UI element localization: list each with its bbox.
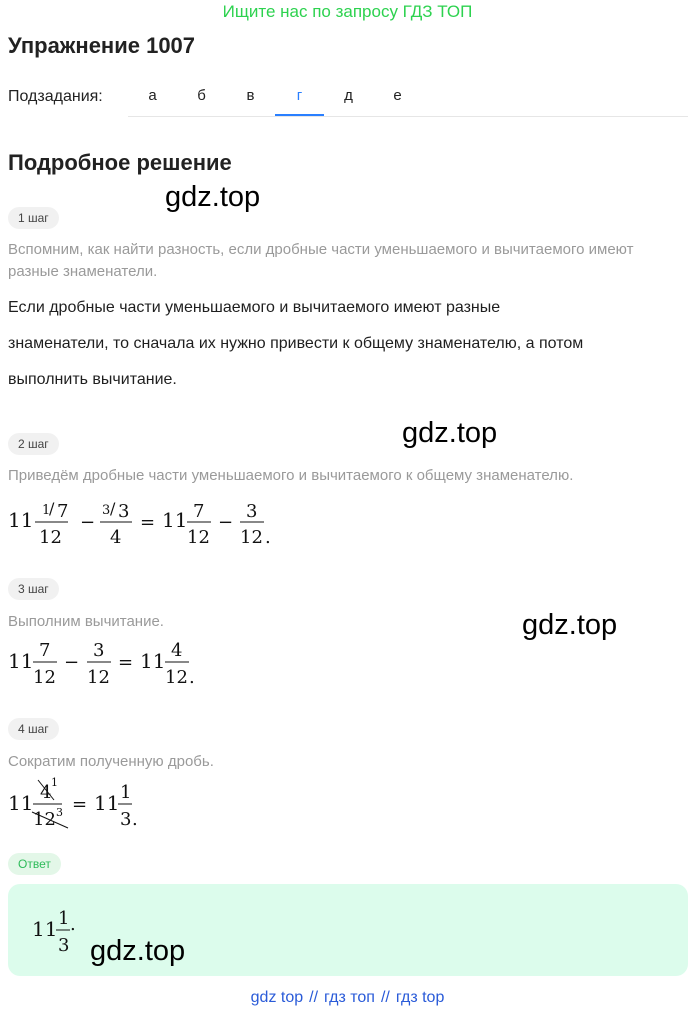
denominator: 12 xyxy=(33,667,56,688)
minus-sign: − xyxy=(218,512,234,533)
footer-link[interactable]: гдз top xyxy=(395,989,445,1006)
step-badge: 4 шаг xyxy=(8,718,59,740)
subtasks-tabs xyxy=(128,80,688,117)
reduced-numerator: 1 xyxy=(51,776,58,789)
tab-b[interactable]: б xyxy=(197,87,206,104)
numerator: 4 xyxy=(40,782,52,803)
answer-badge: Ответ xyxy=(8,853,61,875)
numerator: 3 xyxy=(93,640,105,661)
equals-sign: = xyxy=(72,794,88,815)
minus-sign: − xyxy=(64,652,80,673)
tab-d[interactable]: д xyxy=(344,87,353,104)
denominator: 12 xyxy=(187,527,210,548)
denominator: 12 xyxy=(87,667,110,688)
footer-separator: // xyxy=(380,989,390,1006)
period: . xyxy=(70,914,76,935)
step4-formula xyxy=(4,772,184,834)
denominator: 3 xyxy=(120,809,132,830)
numerator: 4 xyxy=(171,640,183,661)
watermark: gdz.top xyxy=(522,609,618,641)
step-text xyxy=(8,290,678,398)
equals-sign: = xyxy=(140,512,156,533)
step-text-line: Если дробные части уменьшаемого и вычитаемого имеют разные xyxy=(8,299,501,316)
step3-formula xyxy=(4,630,224,690)
numerator: 7 xyxy=(193,501,205,522)
watermark: gdz.top xyxy=(165,181,261,213)
step-hint: Выполним вычитание. xyxy=(8,613,164,630)
numerator: 3 xyxy=(246,501,258,522)
tab-v[interactable]: в xyxy=(246,87,255,104)
whole-number: 11 xyxy=(8,791,34,815)
numerator: 1 xyxy=(58,908,70,929)
numerator: 7 xyxy=(39,640,51,661)
denominator: 12 xyxy=(165,667,188,688)
tab-e[interactable]: е xyxy=(393,87,402,104)
footer-link[interactable]: gdz top xyxy=(250,989,304,1006)
whole-number: 11 xyxy=(140,649,166,673)
tab-g[interactable]: г xyxy=(275,80,324,116)
whole-number: 11 xyxy=(32,917,58,941)
period: . xyxy=(189,667,195,688)
numerator: 3 xyxy=(118,501,130,522)
step-hint: Вспомним, как найти разность, если дробные части уменьшаемого и вычитаемого имеют разные знаменатели. xyxy=(8,241,634,280)
whole-number: 11 xyxy=(8,649,34,673)
numerator: 7 xyxy=(57,501,69,522)
step-text-line: знаменатели, то сначала их нужно привести к общему знаменателю, а потом xyxy=(8,335,584,352)
subtasks-label: Подзадания: xyxy=(8,88,103,105)
footer-link[interactable]: гдз топ xyxy=(324,989,375,1006)
slash: / xyxy=(49,499,55,518)
equals-sign: = xyxy=(118,652,134,673)
reduced-denominator: 3 xyxy=(56,806,63,819)
numerator: 1 xyxy=(120,782,132,803)
period: . xyxy=(132,809,138,830)
minus-sign: − xyxy=(80,512,96,533)
watermark: gdz.top xyxy=(90,935,186,967)
step-badge: 3 шаг xyxy=(8,578,59,600)
whole-number: 11 xyxy=(162,508,188,532)
watermark: gdz.top xyxy=(402,417,498,449)
denominator: 12 xyxy=(240,527,263,548)
multiplier: 1 xyxy=(42,503,51,518)
denominator: 4 xyxy=(110,527,122,548)
whole-number: 11 xyxy=(8,508,34,532)
denominator: 12 xyxy=(33,809,56,830)
period: . xyxy=(265,527,271,548)
denominator: 12 xyxy=(39,527,62,548)
page-title: Упражнение 1007 xyxy=(8,33,196,58)
step2-formula xyxy=(4,490,304,550)
whole-number: 11 xyxy=(94,791,120,815)
solution-title: Подробное решение xyxy=(8,150,232,175)
tab-a[interactable]: а xyxy=(148,87,157,104)
top-banner: Ищите нас по запросу ГДЗ ТОП xyxy=(222,2,473,21)
footer-links xyxy=(0,989,695,1007)
footer-separator: // xyxy=(309,989,319,1006)
step-badge: 2 шаг xyxy=(8,433,59,455)
step-badge: 1 шаг xyxy=(8,207,59,229)
denominator: 3 xyxy=(58,935,70,956)
step-hint: Приведём дробные части уменьшаемого и вычитаемого к общему знаменателю. xyxy=(8,467,574,484)
slash: / xyxy=(110,499,116,518)
step-hint: Сократим полученную дробь. xyxy=(8,753,214,770)
step-text-line: выполнить вычитание. xyxy=(8,371,177,388)
multiplier: 3 xyxy=(102,503,111,518)
